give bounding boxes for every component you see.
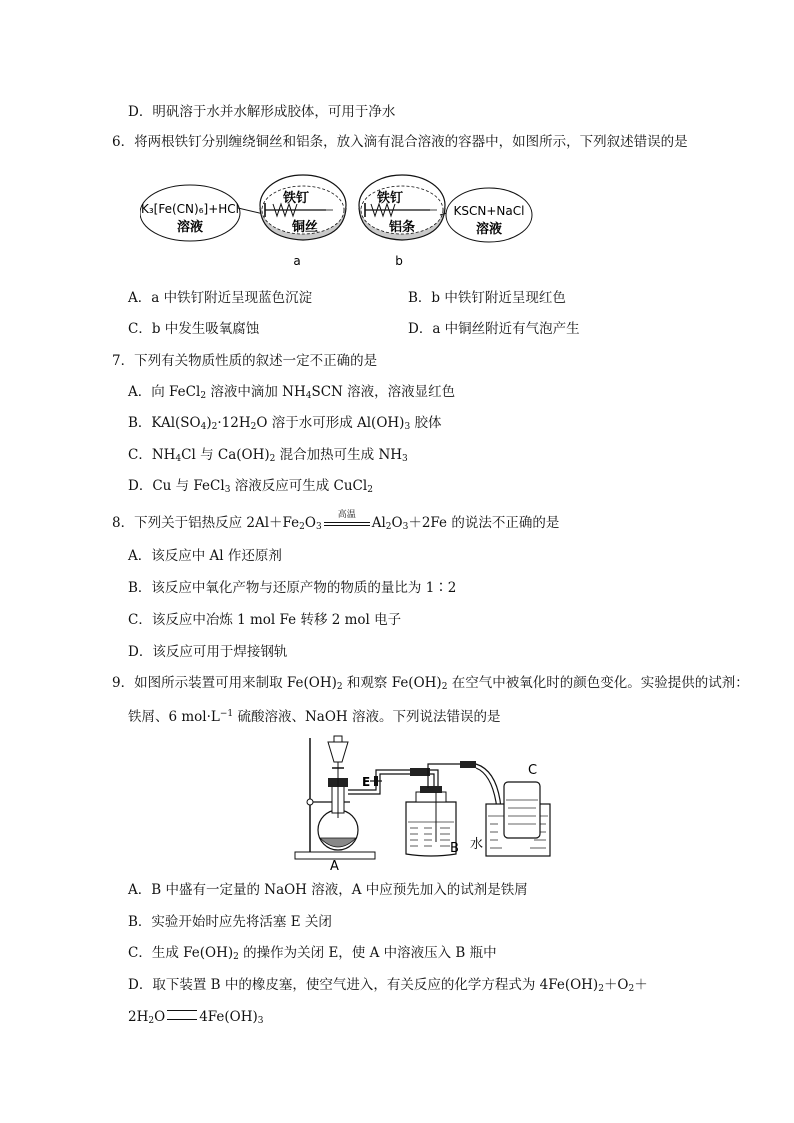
q7-stem: 7．下列有关物质性质的叙述一定不正确的是: [112, 353, 378, 369]
q9-option-d-line2: $2H_2O$ $4Fe(OH)_3$: [128, 1009, 264, 1026]
left-solution-word: 溶液: [176, 220, 204, 235]
label-b: B: [450, 841, 459, 856]
bottle-b: [406, 802, 456, 856]
q6-option-a: A．a 中铁钉附近呈现蓝色沉淀: [128, 290, 313, 306]
q9-stem-line1: 9．如图所示装置可用来制取 $Fe(OH)_2$ 和观察 $Fe(OH)_2$ 在空气中被氧化时的颜色变化。实验提供的试剂：: [112, 675, 749, 692]
dish-b: [359, 175, 445, 268]
strip-b-label: 铝条: [388, 220, 416, 235]
label-a: A: [330, 859, 339, 874]
q7-option-b: B．$KAl(SO_4)_2\cdot 12H_2O$ 溶于水可形成 $Al(OH)_3$ 胶体: [128, 415, 442, 432]
q9-option-b: B．实验开始时应先将活塞 E 关闭: [128, 914, 332, 930]
left-solution-formula: K₃[Fe(CN)₆]+HCl: [141, 202, 239, 216]
q6-option-d: D．a 中铜丝附近有气泡产生: [408, 321, 580, 337]
q6-figure: [140, 170, 540, 270]
reaction-arrow: [324, 510, 370, 529]
nail-b-label: 铁钉: [376, 191, 404, 206]
q8-option-d: D．该反应可用于焊接钢轨: [128, 644, 288, 660]
q7-option-c: C．$NH_4Cl$ 与 $Ca(OH)_2$ 混合加热可生成 $NH_3$: [128, 447, 408, 464]
q8-option-c: C．该反应中冶炼 1 mol Fe 转移 2 mol 电子: [128, 612, 402, 628]
label-e: E: [362, 775, 371, 789]
q6-stem: 6．将两根铁钉分别缠绕铜丝和铝条，放入滴有混合溶液的容器中，如图所示，下列叙述错误的是: [112, 134, 688, 150]
label-c: C: [528, 763, 538, 778]
dish-a: [260, 175, 346, 268]
q5-option-d: D．明矾溶于水并水解形成胶体，可用于净水: [128, 104, 396, 120]
dish-a-caption: a: [293, 254, 301, 268]
q6-option-b: B．b 中铁钉附近呈现红色: [408, 290, 566, 306]
right-solution-formula: KSCN+NaCl: [453, 204, 525, 218]
q9-apparatus-figure: [290, 730, 560, 875]
q9-option-d: D．取下装置 B 中的橡皮塞，使空气进入，有关反应的化学方程式为 $4Fe(OH)_2+O_2+$: [128, 977, 648, 994]
right-solution-word: 溶液: [475, 222, 503, 237]
wire-a-label: 铜丝: [291, 220, 319, 235]
q9-stem-line2: 铁屑、6 $mol\cdot L^{-1}$ 硫酸溶液、NaOH 溶液。下列说法错误的是: [128, 709, 501, 725]
nail-a-label: 铁钉: [282, 191, 310, 206]
tube-c: [504, 782, 540, 838]
label-water: 水: [470, 837, 484, 852]
q7-option-d: D．Cu 与 FeCl$_3$ 溶液反应可生成 CuCl$_2$: [128, 478, 373, 495]
stand-base: [295, 852, 375, 859]
dish-b-caption: b: [395, 254, 403, 268]
equation-equals-sign: [167, 1010, 197, 1020]
q8-option-a: A．该反应中 Al 作还原剂: [128, 548, 282, 564]
q9-option-c: C．生成 $Fe(OH)_2$ 的操作为关闭 E，使 A 中溶液压入 B 瓶中: [128, 945, 497, 962]
q9-option-a: A．B 中盛有一定量的 NaOH 溶液，A 中应预先加入的试剂是铁屑: [128, 882, 528, 898]
q8-option-b: B．该反应中氧化产物与还原产物的物质的量比为 1∶2: [128, 580, 457, 596]
reaction-condition: 高温: [337, 510, 356, 520]
q7-option-a: A．向 FeCl$_2$ 溶液中滴加 $NH_4SCN$ 溶液，溶液显红色: [128, 384, 456, 401]
q6-option-c: C．b 中发生吸氧腐蚀: [128, 321, 260, 337]
q8-stem: 8．下列关于铝热反应 $2Al+Fe_2O_3$ 高温 $Al_2O_3+2Fe$ 的说法不正确的是: [112, 514, 559, 536]
